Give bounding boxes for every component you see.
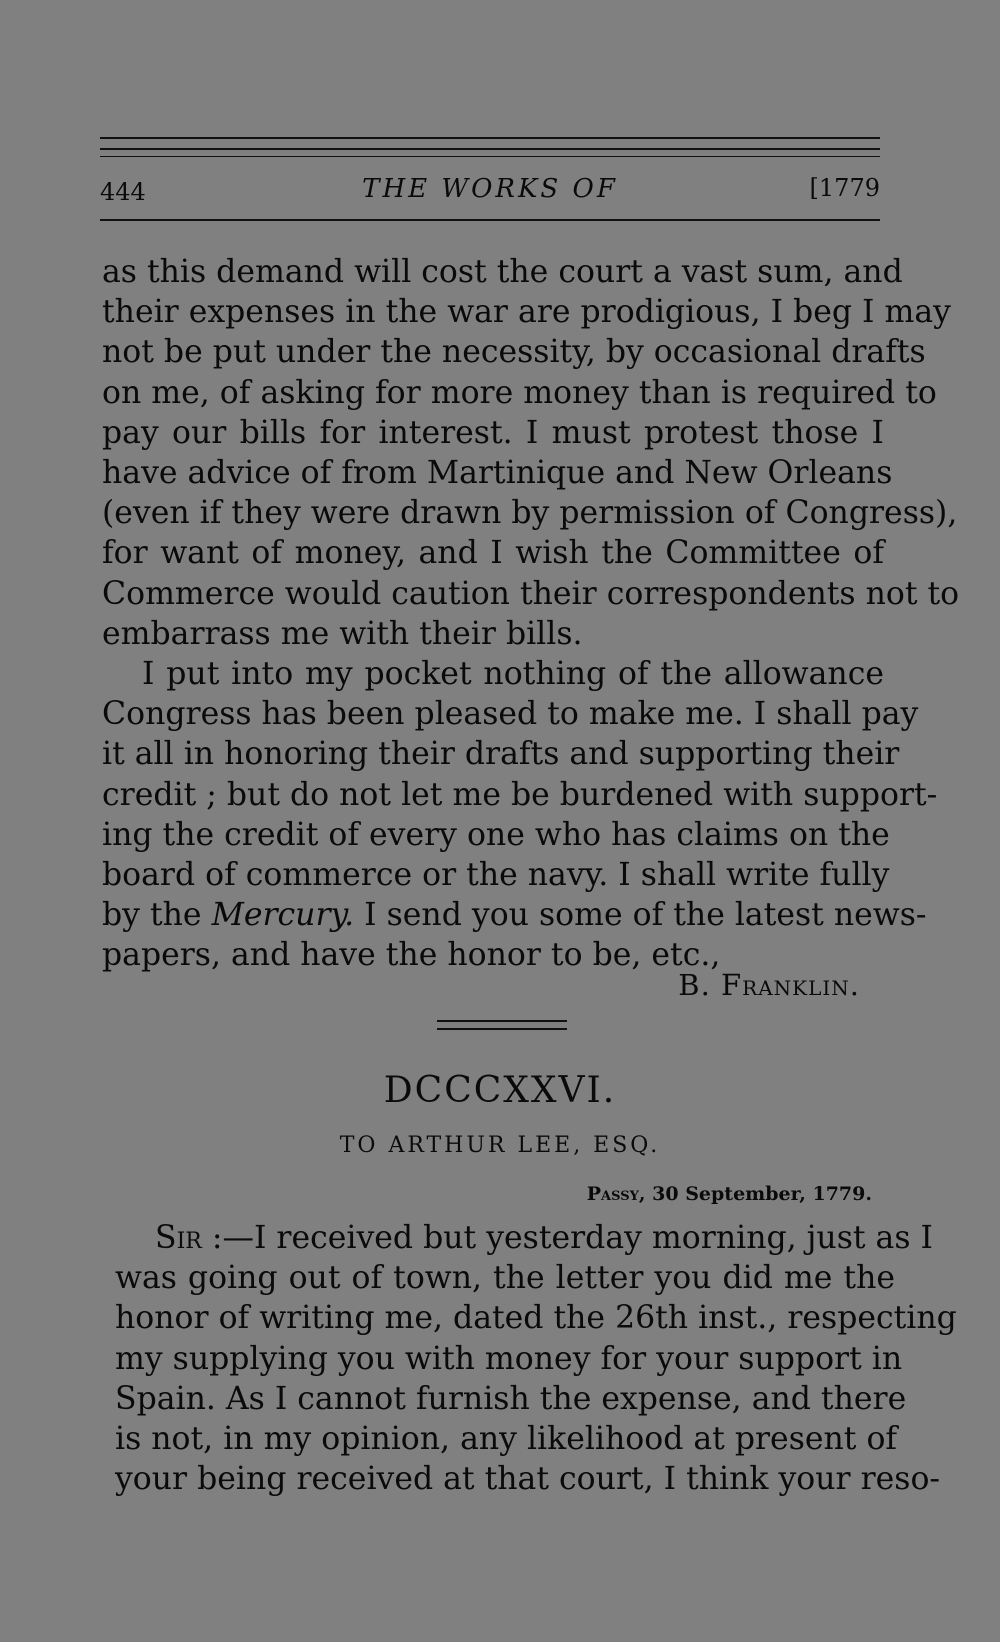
section-divider-2 bbox=[437, 1028, 567, 1030]
running-header bbox=[100, 170, 880, 212]
letter1-body bbox=[102, 252, 960, 976]
body-line: is not, in my opinion, any likelihood at present of bbox=[115, 1421, 898, 1458]
body-line bbox=[115, 1218, 933, 1258]
header-rule bbox=[100, 219, 880, 221]
body-line: on me, of asking for more money than is required to bbox=[102, 374, 937, 411]
body-line: your being received at that court, I think your reso- bbox=[115, 1461, 941, 1498]
body-line: my supplying you with money for your support in bbox=[115, 1340, 903, 1377]
body-line: it all in honoring their drafts and supporting their bbox=[102, 736, 900, 773]
body-line: for want of money, and I wish the Committee of bbox=[102, 535, 884, 572]
dateline-date: 30 September, 1779. bbox=[652, 1183, 872, 1205]
body-line: not be put under the necessity, by occasional drafts bbox=[102, 334, 926, 371]
ship-name-mercury: Mercury. bbox=[211, 897, 355, 934]
salutation: Sir bbox=[155, 1220, 202, 1256]
page-number: 444 bbox=[100, 178, 146, 206]
top-rule-3 bbox=[100, 156, 880, 157]
body-line: I put into my pocket nothing of the allowance bbox=[142, 656, 884, 693]
year-marker: [1779 bbox=[809, 174, 880, 202]
section-divider-1 bbox=[437, 1020, 567, 1022]
mercury-post: I send you some of the latest news- bbox=[354, 897, 927, 934]
dateline-place: Passy, bbox=[586, 1183, 646, 1205]
body-line: papers, and have the honor to be, etc., bbox=[102, 937, 721, 974]
letter-number: DCCCXXVI. bbox=[383, 1070, 617, 1111]
body-line: board of commerce or the navy. I shall write fully bbox=[102, 857, 890, 894]
body-line: have advice of from Martinique and New Orleans bbox=[102, 455, 893, 492]
top-rule-1 bbox=[100, 137, 880, 139]
body-line bbox=[102, 895, 927, 935]
body-line: Congress has been pleased to make me. I shall pay bbox=[102, 696, 919, 733]
body-line: Commerce would caution their correspondents not to bbox=[102, 575, 960, 612]
body-line: their expenses in the war are prodigious, I beg I may bbox=[102, 294, 951, 331]
body-line: (even if they were drawn by permission of Congress), bbox=[102, 495, 958, 532]
body-line: as this demand will cost the court a vast sum, and bbox=[102, 254, 903, 290]
addressee: TO ARTHUR LEE, ESQ. bbox=[339, 1133, 661, 1158]
body-line: was going out of town, the letter you did me the bbox=[115, 1260, 895, 1297]
body-line: embarrass me with their bills. bbox=[102, 615, 583, 652]
letter2-body bbox=[115, 1218, 957, 1499]
mercury-pre: by the bbox=[102, 897, 212, 934]
signature-name: Franklin. bbox=[721, 968, 860, 1002]
first-line-rest: :—I received but yesterday morning, just as I bbox=[201, 1220, 933, 1256]
body-line: credit ; but do not let me be burdened with support- bbox=[102, 776, 938, 813]
dateline bbox=[587, 1183, 872, 1205]
running-title: THE WORKS OF bbox=[362, 174, 618, 204]
body-line: Spain. As I cannot furnish the expense, and there bbox=[115, 1380, 907, 1417]
top-rule-2 bbox=[100, 148, 880, 150]
signature-initial: B. bbox=[678, 968, 711, 1002]
signature bbox=[678, 968, 860, 1002]
body-line: pay our bills for interest. I must protest those I bbox=[102, 414, 884, 451]
body-line: ing the credit of every one who has claims on the bbox=[102, 816, 890, 853]
body-line: honor of writing me, dated the 26th inst., respecting bbox=[115, 1300, 957, 1337]
